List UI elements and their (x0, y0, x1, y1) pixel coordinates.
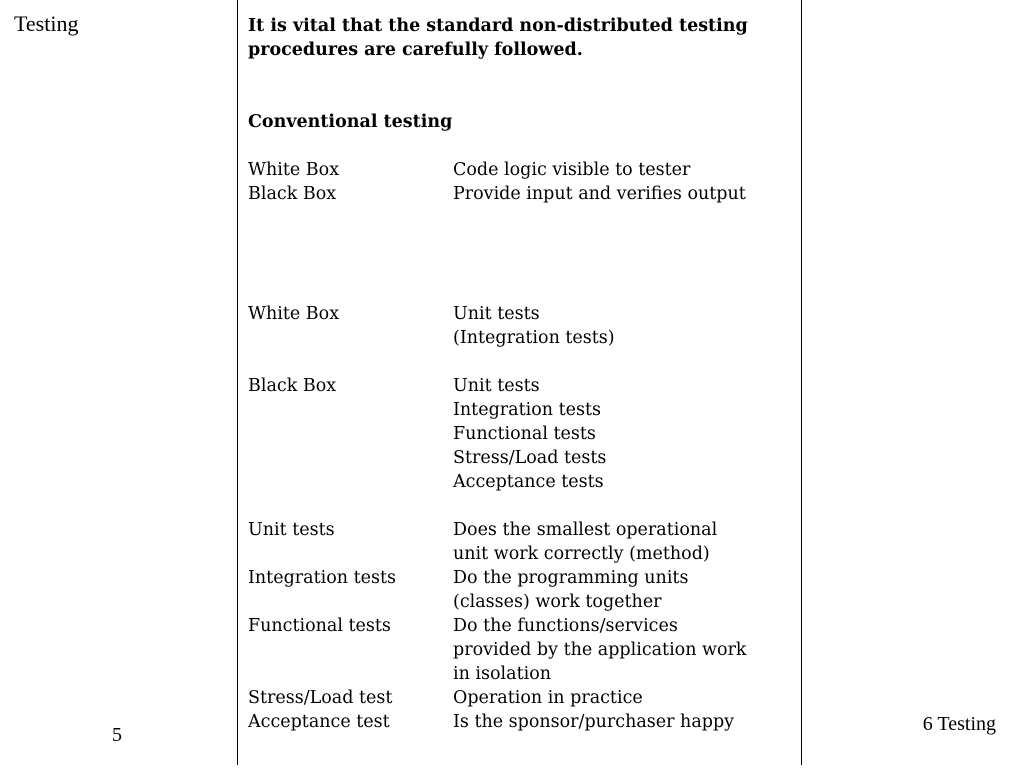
test-definition-row (248, 686, 793, 710)
test-definition-row (248, 614, 793, 686)
definition-description: Code logic visible to tester (453, 160, 691, 180)
test-group-term: Black Box (248, 376, 337, 396)
test-definition-description (453, 614, 793, 686)
description-line: Operation in practice (453, 688, 643, 708)
test-group-row (248, 302, 793, 350)
test-group-term: White Box (248, 304, 340, 324)
test-definition-term: Unit tests (248, 520, 335, 540)
margin-title: Testing (14, 11, 79, 36)
black-box-tests (248, 374, 793, 494)
test-item: (Integration tests) (453, 328, 615, 348)
test-group-items (453, 302, 793, 350)
definition-term: Black Box (248, 184, 337, 204)
box-definitions (248, 158, 793, 206)
test-item: Functional tests (453, 424, 596, 444)
white-box-tests (248, 302, 793, 350)
description-line: Do the programming units (453, 568, 689, 588)
test-definition-term: Integration tests (248, 568, 396, 588)
test-definitions (248, 518, 793, 734)
page-content (248, 14, 793, 734)
test-definition-description (453, 518, 793, 566)
description-line: unit work correctly (method) (453, 544, 710, 564)
test-definition-description (453, 566, 793, 614)
test-definition-term: Functional tests (248, 616, 391, 636)
test-definition-description (453, 710, 793, 734)
section-heading: Conventional testing (248, 112, 453, 132)
test-definition-description (453, 686, 793, 710)
test-definition-row (248, 518, 793, 566)
definition-row (248, 182, 793, 206)
description-line: Is the sponsor/purchaser happy (453, 712, 735, 732)
definition-row (248, 158, 793, 182)
test-item: Integration tests (453, 400, 601, 420)
test-item: Acceptance tests (453, 472, 604, 492)
test-definition-term: Acceptance test (248, 712, 390, 732)
definition-term: White Box (248, 160, 340, 180)
description-line: Does the smallest operational (453, 520, 718, 540)
test-definition-term: Stress/Load test (248, 688, 393, 708)
test-definition-row (248, 566, 793, 614)
test-group-row (248, 374, 793, 494)
test-item: Unit tests (453, 376, 540, 396)
description-line: Do the functions/services (453, 616, 678, 636)
definition-description: Provide input and verifies output (453, 184, 746, 204)
page-footer: 6 Testing (922, 713, 996, 735)
test-item: Unit tests (453, 304, 540, 324)
description-line: provided by the application work (453, 640, 747, 660)
test-item: Stress/Load tests (453, 448, 607, 468)
page-number: 5 (112, 724, 122, 746)
test-definition-row (248, 710, 793, 734)
test-group-items (453, 374, 793, 494)
description-line: (classes) work together (453, 592, 662, 612)
description-line: in isolation (453, 664, 552, 684)
intro-statement: It is vital that the standard non-distributed testing procedures are carefully followed. (248, 16, 748, 60)
